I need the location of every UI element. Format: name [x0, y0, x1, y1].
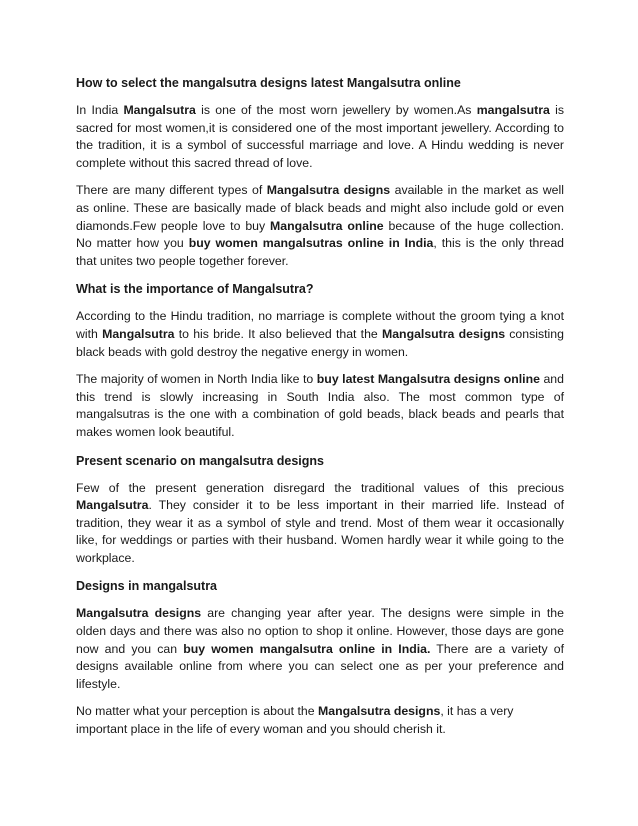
body-paragraph [76, 102, 564, 172]
bold-keyword: Mangalsutra designs [317, 704, 441, 719]
text-run: because of the huge collection. No matter how you [76, 218, 564, 251]
text-run: According to the Hindu tradition, no marriage is complete without the groom tying a knot with [76, 309, 564, 341]
text-run: are changing year after year. The designs were simple in the olden days and there was also no option to shop it online. However, those days are gone now and you can [76, 606, 564, 656]
bold-keyword: Mangalsutra [102, 326, 175, 341]
section-heading: Present scenario on mangalsutra designs [76, 453, 324, 468]
bold-keyword: Mangalsutra designs [76, 606, 202, 621]
section-heading: Designs in mangalsutra [76, 579, 218, 594]
body-paragraph [76, 480, 564, 568]
bold-keyword: buy women mangalsutras online in India [188, 236, 434, 251]
text-run: and this trend is slowly increasing in South India also. The most common type of mangalsutras is the one with a combination of gold beads, black beads and pearls that makes women look beautiful. [76, 372, 564, 439]
text-run: is one of the most worn jewellery by women.As [195, 103, 477, 117]
bold-keyword: mangalsutra [476, 103, 550, 117]
bold-keyword: buy latest Mangalsutra designs online [316, 372, 540, 387]
body-paragraph [76, 605, 564, 693]
text-run: to his bride. It also believed that the [174, 326, 382, 341]
text-run: is sacred for most women,it is considered one of the most important jewellery. According to the tradition, it is a symbol of successful marriage and love. A Hindu wedding is never complete without this sacred thread of love. [76, 103, 564, 170]
bold-keyword: Mangalsutra designs [381, 326, 506, 341]
text-run: , this is the only thread that unites two people together forever. [76, 236, 564, 268]
text-run: There are a variety of designs available online from where you can select one as per your preference and lifestyle. [76, 641, 564, 691]
text-run: The majority of women in North India like to [76, 372, 317, 387]
bold-keyword: Mangalsutra online [270, 218, 384, 233]
text-run: . They consider it to be less important in their married life. Instead of tradition, they wear it as a symbol of style and trend. Most of them wear it occasionally like, for weddings or parties with their husband. Women hardly wear it while going to the workplace. [76, 498, 564, 565]
bold-keyword: Mangalsutra [76, 498, 149, 513]
bold-keyword: Mangalsutra designs [266, 183, 391, 198]
bold-keyword: buy women mangalsutra online in India. [183, 641, 431, 656]
body-paragraph [76, 182, 564, 270]
body-paragraph [76, 703, 564, 738]
document-title: How to select the mangalsutra designs latest Mangalsutra online [76, 76, 461, 90]
text-run: , it has a very important place in the life of every woman and you should cherish it. [76, 704, 514, 737]
text-run: Few of the present generation disregard the traditional values of this precious [76, 480, 564, 495]
bold-keyword: Mangalsutra [123, 103, 196, 117]
text-run: available in the market as well as online. These are basically made of black beads and might also include gold or even diamonds.Few people love to buy [76, 183, 564, 233]
text-run: No matter what your perception is about the [76, 704, 318, 719]
text-run: There are many different types of [76, 183, 267, 198]
body-paragraph [76, 371, 564, 441]
body-paragraph [76, 308, 564, 361]
text-run: In India [76, 103, 124, 117]
text-run: consisting black beads with gold destroy the negative energy in women. [76, 326, 564, 359]
document-body [76, 102, 564, 739]
section-heading: What is the importance of Mangalsutra? [76, 282, 314, 297]
